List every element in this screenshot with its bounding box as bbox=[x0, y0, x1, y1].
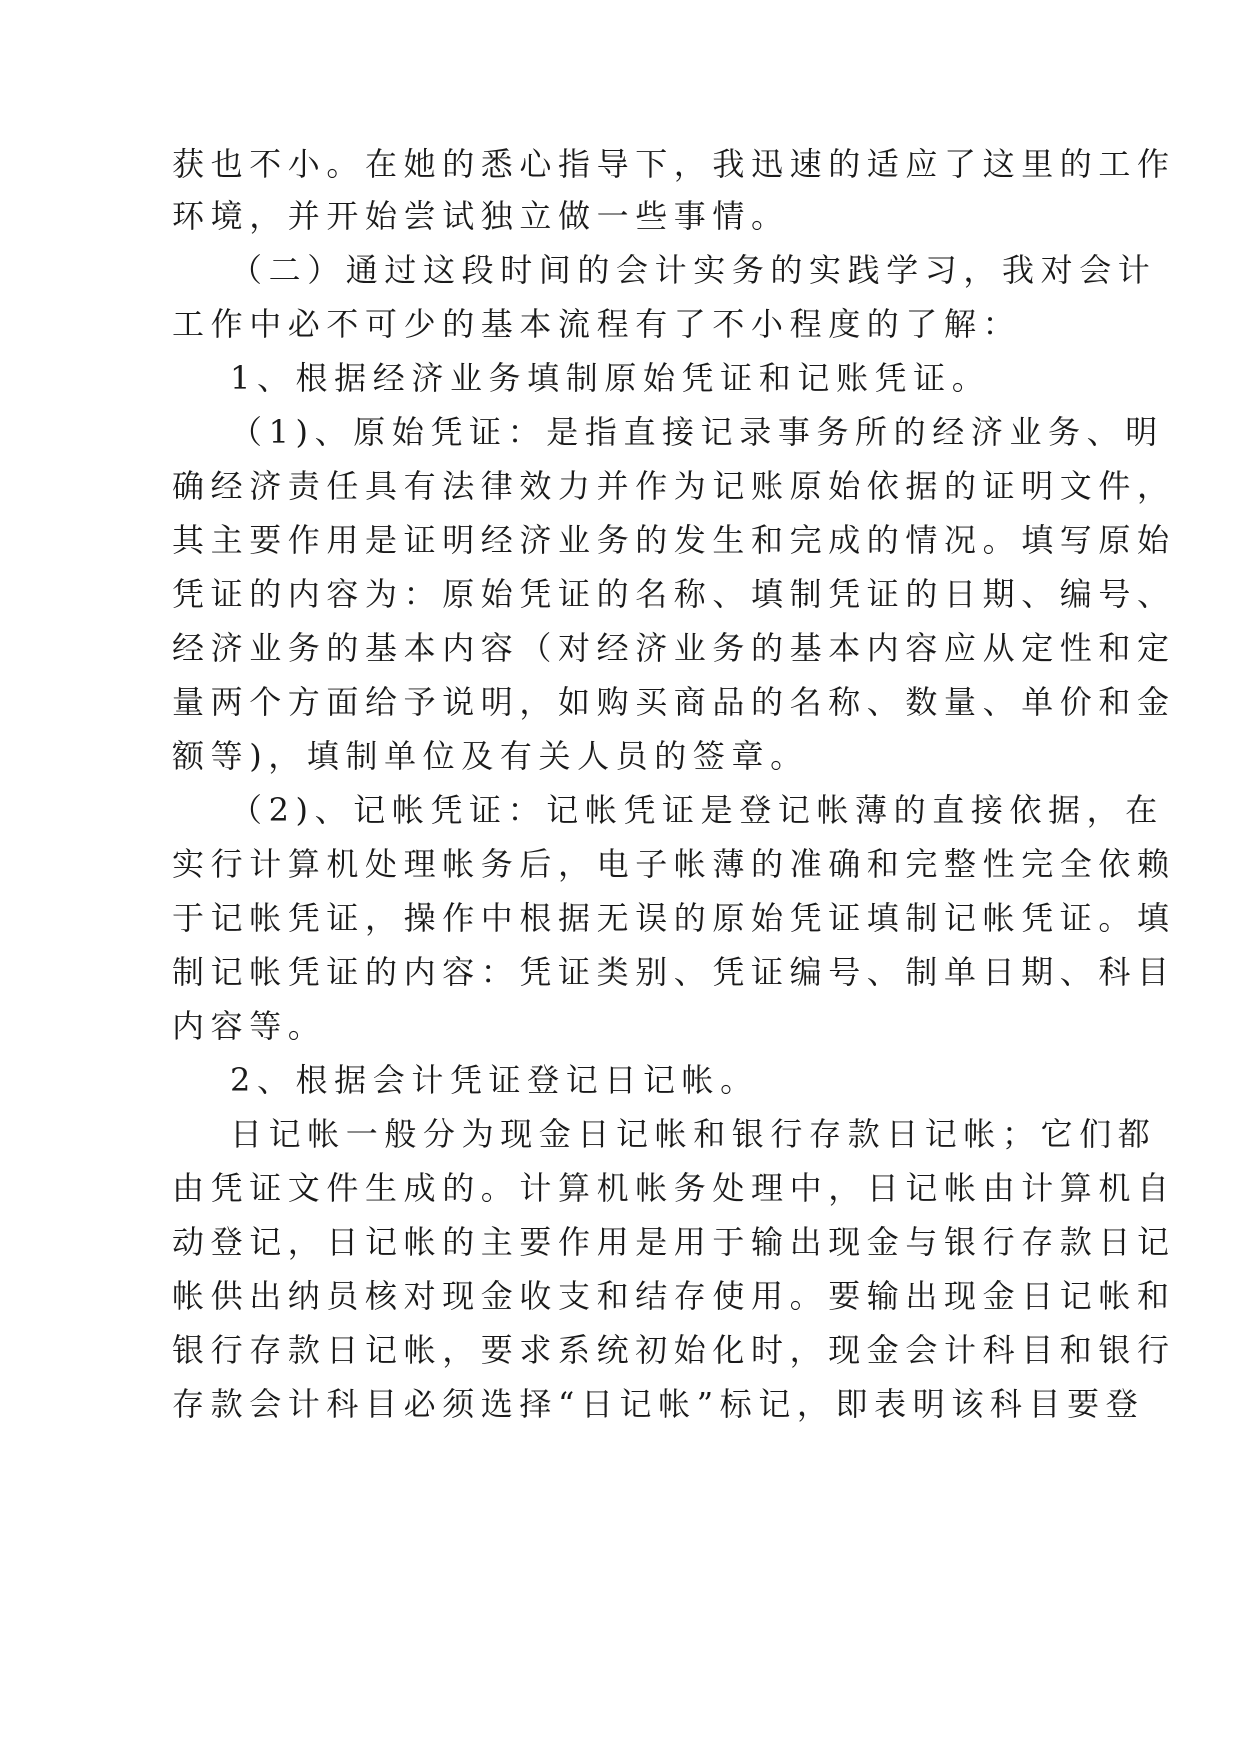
text-line: 内容等。 bbox=[172, 1007, 327, 1045]
text-line: 量两个方面给予说明，如购买商品的名称、数量、单价和金 bbox=[172, 683, 1176, 721]
text-line: 实行计算机处理帐务后，电子帐薄的准确和完整性完全依赖 bbox=[172, 845, 1176, 883]
text-line: 制记帐凭证的内容：凭证类别、凭证编号、制单日期、科目 bbox=[172, 953, 1176, 991]
text-line: （1)、原始凭证：是指直接记录事务所的经济业务、明 bbox=[230, 413, 1164, 451]
text-line: 1、根据经济业务填制原始凭证和记账凭证。 bbox=[230, 359, 991, 397]
text-line: 由凭证文件生成的。计算机帐务处理中，日记帐由计算机自 bbox=[172, 1169, 1176, 1207]
text-line: 帐供出纳员核对现金收支和结存使用。要输出现金日记帐和 bbox=[172, 1277, 1176, 1315]
text-line: 日记帐一般分为现金日记帐和银行存款日记帐；它们都 bbox=[230, 1115, 1157, 1153]
text-line: 工作中必不可少的基本流程有了不小程度的了解： bbox=[172, 305, 1022, 343]
text-line: 存款会计科目必须选择“日记帐”标记，即表明该科目要登 bbox=[172, 1385, 1145, 1423]
text-line: 获也不小。在她的悉心指导下，我迅速的适应了这里的工作 bbox=[172, 145, 1176, 183]
text-line: 银行存款日记帐，要求系统初始化时，现金会计科目和银行 bbox=[172, 1331, 1176, 1369]
text-line: （二）通过这段时间的会计实务的实践学习，我对会计 bbox=[230, 251, 1157, 289]
text-line: 凭证的内容为：原始凭证的名称、填制凭证的日期、编号、 bbox=[172, 575, 1176, 613]
text-line: 于记帐凭证，操作中根据无误的原始凭证填制记帐凭证。填 bbox=[172, 899, 1176, 937]
text-line: 环境，并开始尝试独立做一些事情。 bbox=[172, 197, 790, 235]
text-line: 确经济责任具有法律效力并作为记账原始依据的证明文件， bbox=[172, 467, 1176, 505]
text-line: 动登记，日记帐的主要作用是用于输出现金与银行存款日记 bbox=[172, 1223, 1176, 1261]
text-line: （2)、记帐凭证：记帐凭证是登记帐薄的直接依据，在 bbox=[230, 791, 1164, 829]
text-line: 2、根据会计凭证登记日记帐。 bbox=[230, 1061, 759, 1099]
text-line: 其主要作用是证明经济业务的发生和完成的情况。填写原始 bbox=[172, 521, 1176, 559]
text-line: 经济业务的基本内容（对经济业务的基本内容应从定性和定 bbox=[172, 629, 1176, 667]
text-line: 额等)，填制单位及有关人员的签章。 bbox=[172, 737, 809, 775]
